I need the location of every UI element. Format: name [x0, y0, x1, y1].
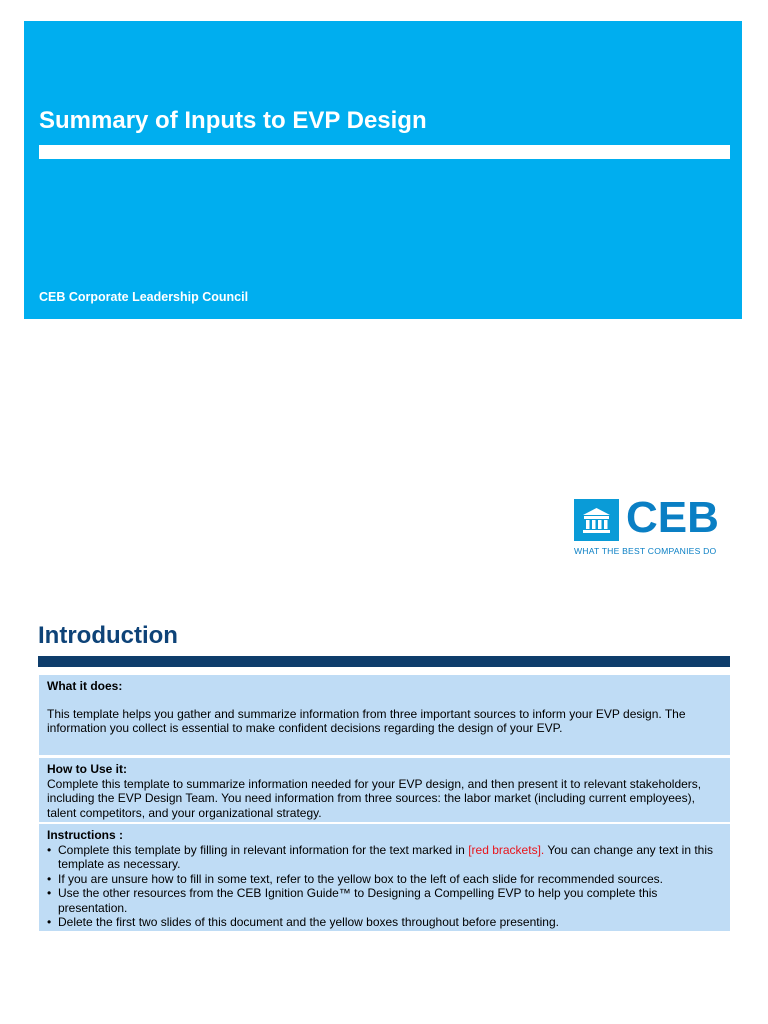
instruction-item: • Delete the first two slides of this document and the yellow boxes throughout before presenting. — [47, 915, 722, 930]
what-it-does-text: This template helps you gather and summarize information from three important sources to inform your EVP design. The information you collect is essential to make confident decisions regarding the design of your EVP. — [47, 706, 686, 735]
presentation-subtitle: CEB Corporate Leadership Council — [39, 290, 249, 304]
title-rule — [39, 145, 730, 159]
introduction-rule — [38, 656, 730, 667]
how-to-use-box — [39, 758, 730, 822]
logo-wordmark: CEB — [626, 493, 719, 542]
introduction-title: Introduction — [38, 622, 178, 649]
title-banner — [24, 21, 742, 319]
instructions-box — [39, 824, 730, 931]
red-brackets-text: [red brackets]. — [468, 842, 545, 857]
how-to-use-heading: How to Use it: — [47, 762, 127, 776]
ceb-logo — [574, 493, 734, 561]
instructions-list — [47, 843, 722, 930]
building-columns-icon — [574, 499, 619, 541]
instruction-item: • Use the other resources from the CEB Ignition Guide™ to Designing a Compelling EVP to help you complete this presentation. — [47, 886, 722, 915]
instructions-heading: Instructions : — [47, 828, 124, 842]
presentation-title: Summary of Inputs to EVP Design — [39, 107, 427, 134]
instruction-item: • Complete this template by filling in relevant information for the text marked in [red brackets]. You can change any text in this template as necessary. — [47, 843, 722, 872]
what-it-does-box — [39, 675, 730, 755]
logo-tagline: WHAT THE BEST COMPANIES DO — [574, 546, 717, 556]
how-to-use-text: Complete this template to summarize information needed for your EVP design, and then present it to relevant stakeholders, including the EVP Design Team. You need information from three sources: the labor market (including current employees), talent competitors, and your organizational strategy. — [47, 776, 702, 820]
instruction-item: • If you are unsure how to fill in some text, refer to the yellow box to the left of each slide for recommended sources. — [47, 872, 722, 887]
what-it-does-heading: What it does: — [47, 679, 123, 693]
